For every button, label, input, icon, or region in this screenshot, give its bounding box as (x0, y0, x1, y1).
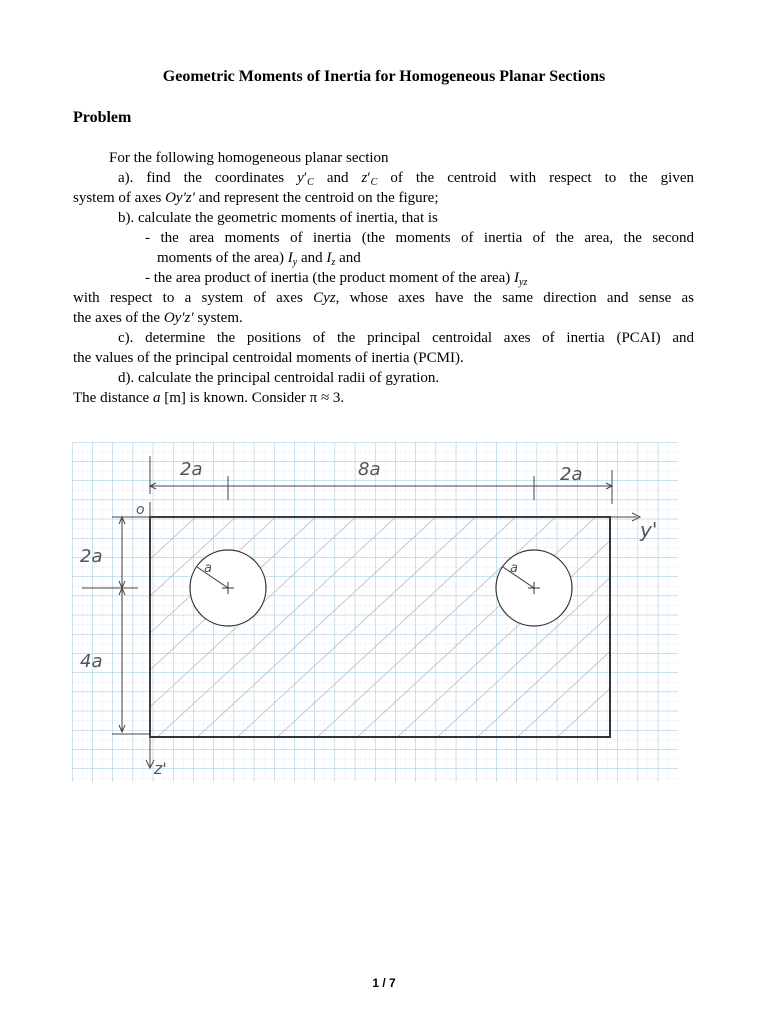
and-text-b: and (300, 250, 323, 266)
zc-symbol: $z'_C$ (361, 170, 378, 188)
axes-prefix: the axes of the (73, 310, 161, 326)
dim-label-left-top: 2a (80, 546, 103, 567)
part-b-axes-line (73, 308, 243, 328)
part-a-line2 (73, 188, 438, 208)
bullet1-prefix: moments of the area) (157, 250, 285, 266)
intro-line (109, 148, 389, 168)
grid-background (72, 442, 678, 782)
origin-label: o (136, 502, 145, 518)
iy-symbol: $I_y$ (287, 250, 298, 268)
given-line (73, 388, 344, 408)
section-heading: Problem (73, 109, 132, 126)
dim-label-top-mid: 8a (358, 459, 381, 480)
a-symbol: a (152, 390, 161, 406)
part-a-line2-suffix: and represent the centroid on the figure; (198, 190, 439, 206)
and-text: and (326, 170, 349, 186)
dim-label-left-bottom: 4a (80, 651, 103, 672)
iz-symbol: $I_z$ (326, 250, 336, 268)
given-suffix: [m] is known. Consider π ≈ 3. (164, 390, 345, 406)
y-axis-label: y' (640, 518, 658, 542)
bullet2-prefix: - the area product of inertia (the product moment of the area) (145, 270, 511, 286)
part-b-with-line (73, 288, 694, 308)
axes-suffix: system. (197, 310, 243, 326)
section-figure (72, 442, 678, 787)
intro-text: For the following homogeneous planar section (109, 150, 389, 166)
part-c-line2: the values of the principal centroidal moments of inertia (PCMI). (73, 350, 464, 366)
part-c-line1: c). determine the positions of the principal centroidal axes of inertia (PCAI) and (118, 330, 694, 346)
axes-symbol: Oy'z' (165, 190, 195, 206)
figure-drawing (72, 442, 678, 782)
radius-label-right: a (510, 561, 518, 576)
part-b-line1: b). calculate the geometric moments of inertia, that is (118, 210, 438, 226)
part-d-line: d). calculate the principal centroidal radii of gyration. (118, 370, 440, 386)
part-a-text-2: of the centroid with respect to the given (390, 170, 694, 186)
yc-symbol: $y'_C$ (297, 170, 314, 188)
cyz-symbol: Cyz (313, 290, 336, 306)
dim-label-top-right: 2a (560, 464, 583, 485)
part-b-bullet1: - the area moments of inertia (the moments of inertia of the area, the second (145, 230, 694, 246)
page-title: Geometric Moments of Inertia for Homogeneous Planar Sections (162, 68, 606, 85)
bullet1-suffix: and (339, 250, 361, 266)
with-prefix: with respect to a system of axes (73, 290, 303, 306)
with-suffix: , whose axes have the same direction and sense as (335, 290, 695, 306)
radius-label-left: a (204, 561, 212, 576)
part-a-line2-prefix: system of axes (73, 190, 162, 206)
z-axis-label: z' (154, 759, 167, 778)
part-a-text: a). find the coordinates (118, 170, 285, 186)
dim-label-top-left: 2a (180, 459, 203, 480)
axes-sym: Oy'z' (163, 310, 194, 326)
page-number: 1 / 7 (372, 976, 396, 990)
iyz-symbol: $I_{yz}$ (514, 270, 528, 288)
given-prefix: The distance (73, 390, 150, 406)
